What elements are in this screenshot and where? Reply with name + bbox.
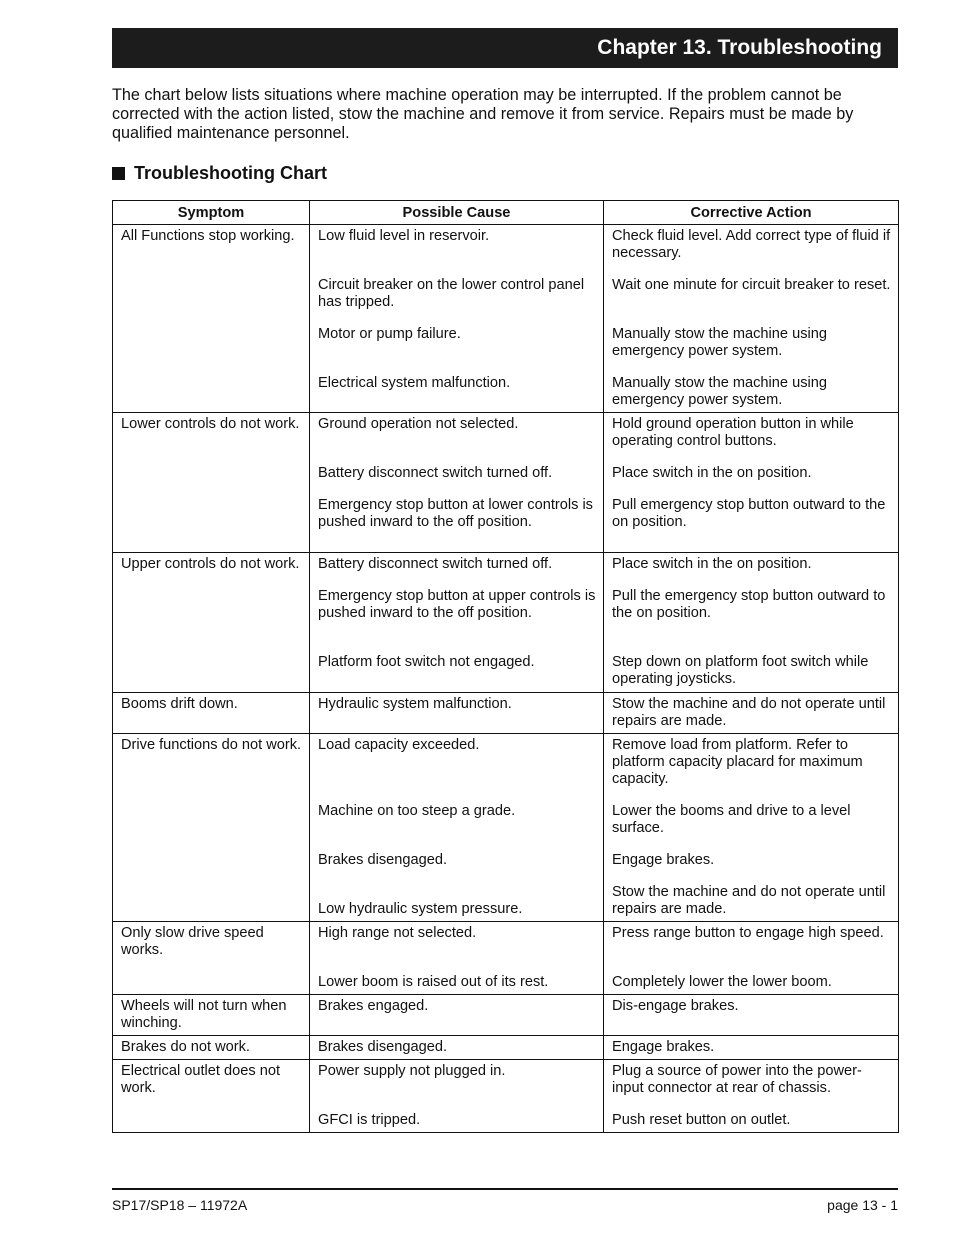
action-text: Pull the emergency stop button outward to the on position. (612, 588, 886, 621)
cause-cell (310, 693, 604, 734)
table-row (113, 734, 899, 922)
action-cell (604, 225, 899, 413)
action-text: Plug a source of power into the power-input connector at rear of chassis. (612, 1063, 862, 1096)
cause-text: Load capacity exceeded. (318, 737, 480, 753)
action-cell (604, 734, 899, 922)
cause-text: Electrical system malfunction. (318, 375, 511, 391)
cause-text: Low fluid level in reservoir. (318, 228, 490, 244)
cause-text: Low hydraulic system pressure. (318, 901, 523, 917)
table-row (113, 995, 899, 1036)
column-header-symptom: Symptom (113, 201, 310, 225)
cause-cell (310, 995, 604, 1036)
cause-text: Platform foot switch not engaged. (318, 654, 535, 670)
cause-text: Battery disconnect switch turned off. (318, 556, 553, 572)
cause-text: Brakes disengaged. (318, 852, 447, 868)
table-row (113, 225, 899, 413)
symptom-text: Wheels will not turn when winching. (121, 998, 287, 1031)
column-header-action: Corrective Action (604, 201, 899, 225)
intro-paragraph: The chart below lists situations where machine operation may be interrupted. If the problem cannot be corrected with the action listed, stow the machine and remove it from service. Repairs must be made by qualified maintenance personnel. (112, 86, 854, 142)
action-cell (604, 1060, 899, 1133)
cause-cell (310, 225, 604, 413)
table-row (113, 553, 899, 693)
cause-text: Power supply not plugged in. (318, 1063, 506, 1079)
cause-text: High range not selected. (318, 925, 477, 941)
cause-text: Brakes disengaged. (318, 1039, 447, 1055)
action-text: Check fluid level. Add correct type of fluid if necessary. (612, 228, 891, 261)
symptom-cell (113, 1060, 310, 1133)
action-text: Dis-engage brakes. (612, 998, 739, 1014)
cause-text: Circuit breaker on the lower control panel has tripped. (318, 277, 585, 310)
symptom-cell (113, 922, 310, 995)
action-text: Push reset button on outlet. (612, 1112, 791, 1128)
black-square-bullet-icon (112, 167, 125, 180)
action-text: Lower the booms and drive to a level surface. (612, 803, 851, 836)
action-text: Manually stow the machine using emergency power system. (612, 375, 827, 408)
cause-text: Motor or pump failure. (318, 326, 461, 342)
cause-text: Emergency stop button at lower controls is pushed inward to the off position. (318, 497, 593, 530)
symptom-text: Lower controls do not work. (121, 416, 300, 432)
action-cell (604, 922, 899, 995)
symptom-cell (113, 995, 310, 1036)
cause-text: Battery disconnect switch turned off. (318, 465, 553, 481)
table-row (113, 922, 899, 995)
footer-document-id: SP17/SP18 – 11972A (112, 1197, 248, 1213)
action-text: Remove load from platform. Refer to platform capacity placard for maximum capacity. (612, 737, 863, 787)
table-row (113, 1060, 899, 1133)
table-header-row (113, 201, 899, 225)
symptom-text: Drive functions do not work. (121, 737, 302, 753)
action-text: Step down on platform foot switch while operating joysticks. (612, 654, 869, 687)
column-header-cause: Possible Cause (310, 201, 604, 225)
cause-text: Ground operation not selected. (318, 416, 519, 432)
action-text: Engage brakes. (612, 1039, 715, 1055)
action-cell (604, 553, 899, 693)
action-cell (604, 1036, 899, 1060)
action-text: Hold ground operation button in while operating control buttons. (612, 416, 854, 449)
action-text: Pull emergency stop button outward to the on position. (612, 497, 886, 530)
cause-cell (310, 1060, 604, 1133)
symptom-text: All Functions stop working. (121, 228, 295, 244)
chapter-title: Chapter 13. Troubleshooting (597, 36, 882, 59)
action-text: Engage brakes. (612, 852, 715, 868)
action-text: Stow the machine and do not operate until repairs are made. (612, 696, 886, 729)
footer-divider (112, 1188, 898, 1190)
symptom-text: Brakes do not work. (121, 1039, 250, 1055)
symptom-cell (113, 413, 310, 553)
table-row (113, 1036, 899, 1060)
symptom-cell (113, 734, 310, 922)
cause-cell (310, 413, 604, 553)
footer-page-number: page 13 - 1 (827, 1197, 898, 1213)
symptom-text: Upper controls do not work. (121, 556, 300, 572)
cause-cell (310, 1036, 604, 1060)
cause-cell (310, 734, 604, 922)
symptom-cell (113, 1036, 310, 1060)
table-row (113, 413, 899, 553)
action-cell (604, 693, 899, 734)
section-heading (112, 163, 327, 184)
symptom-cell (113, 553, 310, 693)
action-text: Wait one minute for circuit breaker to reset. (612, 277, 891, 293)
action-text: Stow the machine and do not operate until repairs are made. (612, 884, 886, 917)
action-text: Place switch in the on position. (612, 556, 812, 572)
cause-text: Lower boom is raised out of its rest. (318, 974, 549, 990)
symptom-text: Booms drift down. (121, 696, 238, 712)
cause-text: Brakes engaged. (318, 998, 429, 1014)
symptom-text: Electrical outlet does not work. (121, 1063, 280, 1096)
section-heading-label: Troubleshooting Chart (134, 163, 327, 183)
cause-text: Machine on too steep a grade. (318, 803, 516, 819)
chapter-title-bar (112, 28, 898, 68)
cause-text: GFCI is tripped. (318, 1112, 421, 1128)
action-text: Press range button to engage high speed. (612, 925, 884, 941)
cause-text: Emergency stop button at upper controls is pushed inward to the off position. (318, 588, 596, 621)
action-cell (604, 995, 899, 1036)
symptom-cell (113, 693, 310, 734)
table-row (113, 693, 899, 734)
action-text: Manually stow the machine using emergency power system. (612, 326, 827, 359)
action-text: Place switch in the on position. (612, 465, 812, 481)
troubleshooting-table (112, 200, 899, 1133)
cause-cell (310, 553, 604, 693)
symptom-text: Only slow drive speed works. (121, 925, 264, 958)
cause-text: Hydraulic system malfunction. (318, 696, 512, 712)
cause-cell (310, 922, 604, 995)
table-body (113, 225, 899, 1133)
action-text: Completely lower the lower boom. (612, 974, 832, 990)
action-cell (604, 413, 899, 553)
symptom-cell (113, 225, 310, 413)
